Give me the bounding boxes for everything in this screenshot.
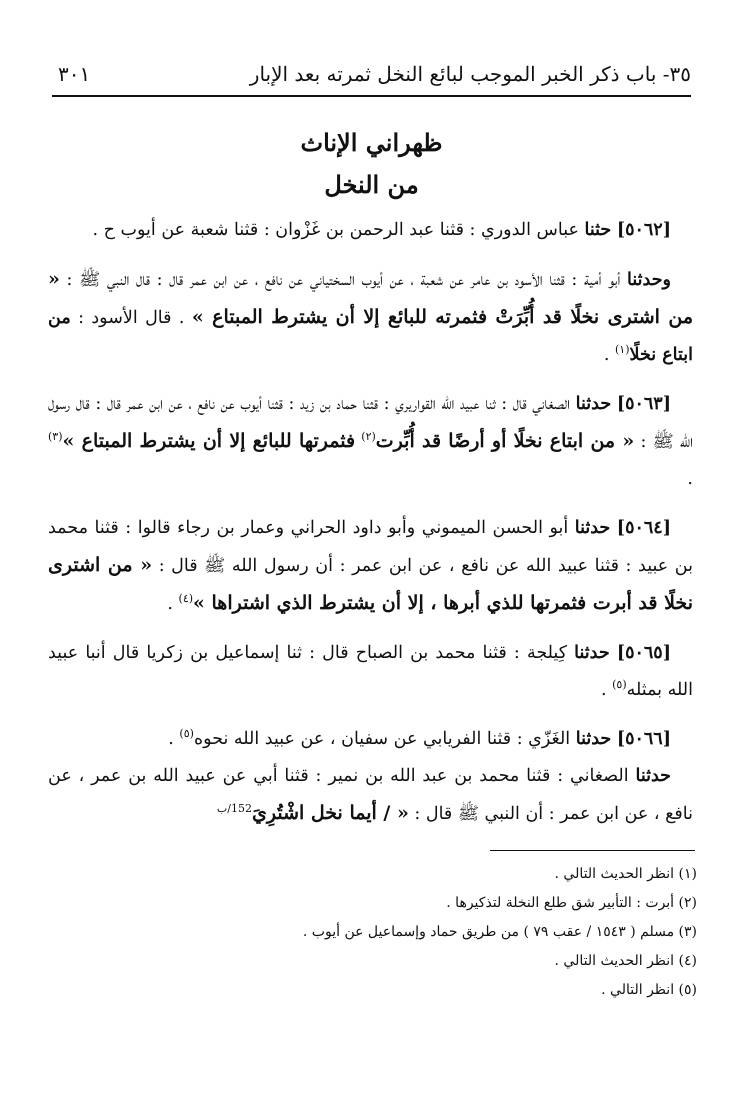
hadith-text: كِيلجة : قثنا محمد بن الصباح قال : ثنا إسماعيل بن زكريا قال أنبا عبيد الله بمثله [48, 643, 693, 700]
hadith-text: الغَزّي : قثنا الفريابي عن سفيان ، عن عبيد الله نحوه [193, 729, 571, 749]
hadith-5065 [48, 635, 693, 709]
hadith-quote: « من ابتاع نخلًا أو أرضًا قد أُبِّرت [375, 430, 635, 452]
hadith-lead: حدثنا [574, 518, 611, 538]
hadith-number: [٥٠٦٢] [616, 220, 671, 240]
hadith-lead: حدثنا [575, 729, 612, 749]
hadith-quote: « / أيما نخل اشْتُرِيَ [251, 802, 409, 824]
chapter-heading: ٣٥- باب ذكر الخبر الموجب لبائع النخل ثمرته بعد الإبار [249, 62, 691, 86]
hadith-5062 [48, 212, 693, 249]
header-rule [52, 95, 691, 97]
footnotes [50, 860, 697, 1005]
hadith-5064 [48, 510, 693, 623]
footnote-ref[interactable]: (١) [614, 343, 630, 357]
hadith-end: . [603, 345, 610, 365]
footnote-ref[interactable]: (٥) [179, 727, 194, 741]
hadith-lead: حثنا [584, 220, 612, 240]
hadith-text: الصغاني : قثنا محمد بن عبد الله بن نمير : قثنا أبي عن عبيد الله بن عمر ، عن نافع ، عن ابن عمر : أن النبي ﷺ قال : [48, 766, 693, 824]
footnote: (١) انظر الحديث التالي . [554, 866, 697, 882]
hadith-text: عباس الدوري : قثنا عبد الرحمن بن غَزْوان : قثنا شعبة عن أيوب ح . [92, 220, 579, 240]
hadith-end: . [687, 469, 693, 489]
footnote: (٥) انظر التالي . [601, 982, 697, 998]
hadith-5063 [48, 386, 693, 498]
section-title: ظهراني الإناث [300, 128, 443, 157]
footnote-ref[interactable]: (٥) [612, 678, 627, 692]
section-subtitle: من النخل [324, 170, 419, 199]
hadith-number: [٥٠٦٤] [616, 518, 671, 538]
hadith-end: . [167, 594, 173, 614]
hadith-quote: « من اشترى نخلًا قد أُبِّرَتْ فثمرته للبائع إلا أن يشترط المبتاع » [48, 268, 693, 328]
hadith-text: أبو أمية : قثنا الأسود بن عامر عن شعبة ، عن أيوب السختياني عن نافع ، عن ابن عمر قال : قال النبي ﷺ : [66, 270, 621, 290]
hadith-lead: حدثنا [575, 394, 612, 414]
manuscript-folio-ref: 152/ب [216, 802, 252, 816]
footnote: (٣) مسلم ( ١٥٤٣ / عقب ٧٩ ) من طريق حماد وإسماعيل عن أيوب . [302, 924, 697, 940]
hadith-number: [٥٠٦٥] [616, 643, 671, 663]
footnote-rule [490, 850, 695, 851]
footnote: (٤) انظر الحديث التالي . [554, 953, 697, 969]
hadith-quote-2: من ابتاع نخلًا [48, 308, 693, 365]
hadith-end: . [168, 729, 174, 749]
footnote-ref[interactable]: (٢) [361, 430, 376, 444]
hadith-5066 [48, 721, 693, 758]
running-header [58, 58, 691, 90]
hadith-5066-chain [48, 758, 693, 833]
main-text [48, 212, 693, 833]
hadith-lead: حدثنا [574, 643, 610, 663]
hadith-5062-chain [48, 261, 693, 374]
hadith-end: . [600, 680, 607, 700]
hadith-lead: حدثنا [635, 766, 671, 786]
footnote-ref[interactable]: (٣) [48, 430, 63, 444]
hadith-text: الصغاني قال : ثنا عبيد الله القواريري : قثنا حماد بن زيد : قثنا أيوب عن نافع ، عن ابن عمر قال : قال رسول الله ﷺ : [48, 394, 693, 452]
hadith-text-2: . قال الأسود : [78, 308, 185, 328]
footnote: (٢) أبرت : التأبير شق طلع النخلة لتذكيرها . [446, 895, 697, 911]
footnote-ref[interactable]: (٤) [178, 592, 194, 606]
hadith-number: [٥٠٦٦] [616, 729, 671, 749]
hadith-lead: وحدثنا [627, 270, 671, 290]
hadith-quote: « من اشترى نخلًا قد أبرت فثمرتها للذي أبرها ، إلا أن يشترط الذي اشتراها » [48, 554, 693, 614]
hadith-text: أبو الحسن الميموني وأبو داود الحراني وعمار بن رجاء قالوا : قثنا محمد بن عبيد : قثنا عبيد الله عن نافع ، عن ابن عمر : أن رسول الله ﷺ قال : [48, 518, 693, 576]
hadith-number: [٥٠٦٣] [616, 394, 671, 414]
page-number: ٣٠١ [58, 62, 91, 86]
hadith-quote-2: فثمرتها للبائع إلا أن يشترط المبتاع » [62, 430, 356, 452]
